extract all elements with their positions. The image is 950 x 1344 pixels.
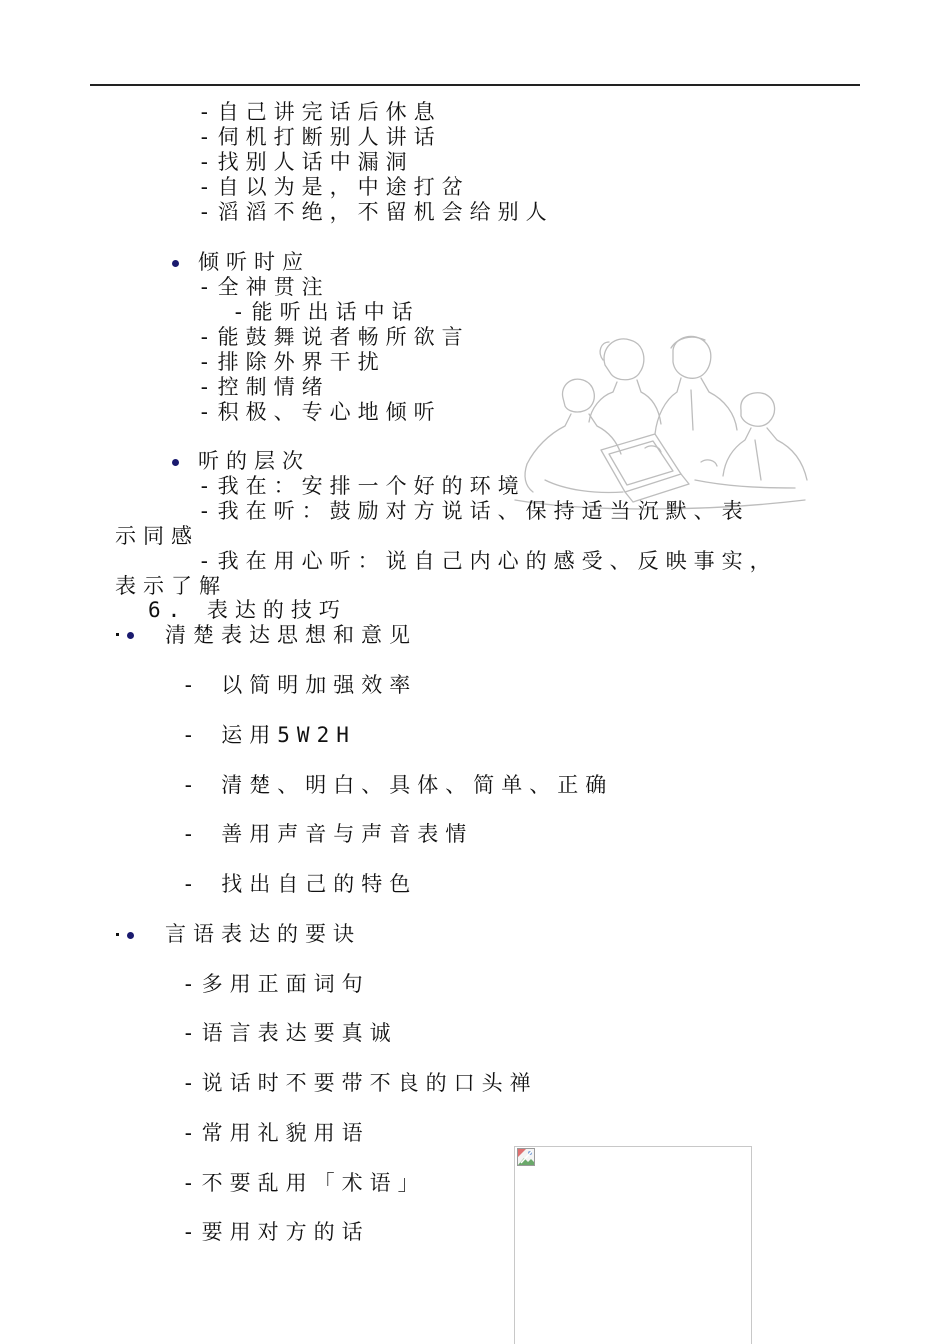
listen-should-item: -能鼓舞说者畅所欲言 [198,325,470,349]
broken-image-icon [517,1148,535,1166]
listen-should-item: -控制情绪 [198,375,330,399]
speech-tip-item: -常用礼貌用语 [182,1121,370,1145]
listen-should-item: -积极、专心地倾听 [198,400,442,424]
section-heading: 6. 表达的技巧 [148,598,347,622]
express-clearly-heading: 清楚表达思想和意见 [165,623,417,647]
listen-level-3-cont: 表示了解 [115,574,227,598]
speech-tip-item: -不要乱用「术语」 [182,1171,426,1195]
listen-dont-3: -找别人话中漏洞 [198,150,414,174]
listen-level-1: -我在：安排一个好的环境 [198,474,526,498]
express-clearly-item: - 善用声音与声音表情 [182,822,474,846]
dot-mark [116,633,119,636]
speech-tip-item: -说话时不要带不良的口头禅 [182,1071,538,1095]
speech-tip-item: -语言表达要真诚 [182,1021,398,1045]
listen-should-subitem: -能听出话中话 [232,300,420,324]
listen-dont-1: -自己讲完话后休息 [198,100,442,124]
bullet-icon [127,632,134,639]
listen-levels-heading: 听的层次 [198,449,310,473]
listen-should-item: -全神贯注 [198,275,330,299]
speech-tip-item: -多用正面词句 [182,972,370,996]
listen-level-2-cont: 示同感 [115,524,199,548]
header-rule [90,84,860,86]
listen-level-3: -我在用心听：说自己内心的感受、反映事实， [198,549,778,573]
listen-dont-2: -伺机打断别人讲话 [198,125,442,149]
listen-should-heading: 倾听时应 [198,250,310,274]
bullet-icon [172,260,179,267]
broken-image-placeholder [514,1146,752,1344]
listen-should-item: -排除外界干扰 [198,350,386,374]
express-clearly-item: - 清楚、明白、具体、简单、正确 [182,773,614,797]
speech-tip-item: -要用对方的话 [182,1220,370,1244]
listen-dont-4: -自以为是，中途打岔 [198,175,470,199]
speech-tips-heading: 言语表达的要诀 [165,922,361,946]
listen-level-2: -我在听：鼓励对方说话、保持适当沉默、表 [198,499,750,523]
bullet-icon [172,459,179,466]
express-clearly-item: - 以简明加强效率 [182,673,418,697]
express-clearly-item: - 找出自己的特色 [182,872,418,896]
express-clearly-item: - 运用5W2H [182,723,356,747]
listen-dont-5: -滔滔不绝，不留机会给别人 [198,200,554,224]
bullet-icon [127,932,134,939]
dot-mark [116,933,119,936]
